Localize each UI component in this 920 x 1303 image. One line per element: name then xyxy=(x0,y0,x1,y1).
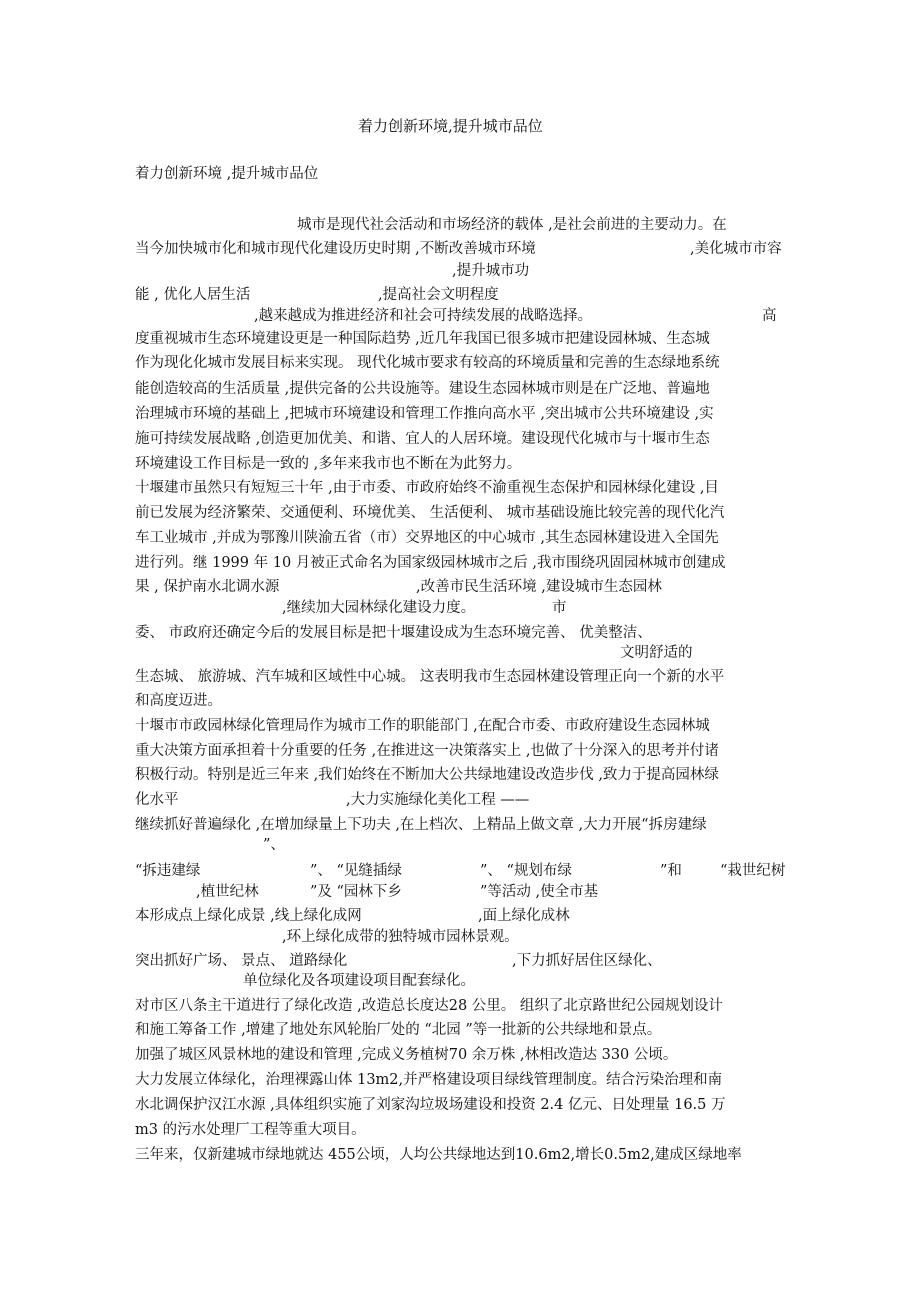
text-line: 重大决策方面承担着十分重要的任务 ,在推进这一决策落实上 ,也做了十分深入的思考并付诸 xyxy=(135,743,719,759)
text-line: ”等活动 ,使全市基 xyxy=(480,884,599,900)
text-line: 城市是现代社会活动和市场经济的载体 ,是社会前进的主要动力。在 xyxy=(297,217,727,233)
text-line: 本形成点上绿化成景 ,线上绿化成网 xyxy=(135,908,362,924)
text-line: 水北调保护汉江水源 ,具体组织实施了刘家沟垃圾场建设和投资 2.4 亿元、日处理量 16.5 万 xyxy=(135,1097,726,1113)
text-line: 进行列。继 1999 年 10 月被正式命名为国家级园林城市之后 ,我市围绕巩固园林城市创建成 xyxy=(135,555,726,571)
text-line: ,大力实施绿化美化工程 —— xyxy=(346,792,530,808)
text-line: 和施工筹备工作 ,增建了地处东风轮胎厂处的 “北园 ”等一批新的公共绿地和景点。 xyxy=(135,1022,662,1038)
text-line: 前已发展为经济繁荣、交通便利、环境优美、 生活便利、 城市基础设施比较完善的现代化汽 xyxy=(135,505,725,521)
text-line: 作为现化化城市发展目标来实现。 现代化城市要求有较高的环境质量和完善的生态绿地系统 xyxy=(135,355,720,371)
text-line: ,继续加大园林绿化建设力度。 xyxy=(282,600,476,616)
text-line: ”及 “园林下乡 xyxy=(310,884,402,900)
text-line: ”、 xyxy=(263,837,285,853)
text-line: ,环上绿化成带的独特城市园林景观。 xyxy=(282,929,519,945)
text-line: 单位绿化及各项建设项目配套绿化。 xyxy=(243,973,475,989)
text-line: 市 xyxy=(552,600,567,616)
text-line: 能 , 优化人居生活 xyxy=(135,287,251,303)
text-line: 继续抓好普遍绿化 ,在增加绿量上下功夫 ,在上档次、上精品上做文章 ,大力开展“拆房建绿 xyxy=(135,817,707,833)
text-line: 加强了城区风景林地的建设和管理 ,完成义务植树70 余万株 ,林相改造达 330 公顷。 xyxy=(135,1047,678,1063)
text-line: ”和 xyxy=(660,863,682,879)
text-line: ,改善市民生活环境 ,建设城市生态园林 xyxy=(416,579,662,595)
text-line: 和高度迈进。 xyxy=(135,693,222,709)
text-line: “拆违建绿 xyxy=(135,863,201,879)
text-line: ,面上绿化成林 xyxy=(478,908,570,924)
text-line: 对市区八条主干道进行了绿化改造 ,改造总长度达28 公里。 组织了北京路世纪公园规划设计 xyxy=(135,998,723,1014)
text-line: 高 xyxy=(762,308,777,324)
text-line: 委、 市政府还确定今后的发展目标是把十堰建设成为生态环境完善、 优美整洁、 xyxy=(135,625,652,641)
text-line: m3 的污水处理厂工程等重大项目。 xyxy=(135,1122,366,1138)
text-line: 治理城市环境的基础上 ,把城市环境建设和管理工作推向高水平 ,突出城市公共环境建设 ,实 xyxy=(135,406,714,422)
text-line: 果 , 保护南水北调水源 xyxy=(135,579,280,595)
text-line: ,下力抓好居住区绿化、 xyxy=(512,953,662,969)
text-line: 环境建设工作目标是一致的 ,多年来我市也不断在为此努力。 xyxy=(135,456,522,472)
text-line: 车工业城市 ,并成为鄂豫川陕渝五省（市）交界地区的中心城市 ,其生态园林建设进入全国先 xyxy=(135,530,719,546)
text-line: 三年来，仅新建城市绿地就达 455公顷，人均公共绿地达到10.6m2,增长0.5m2,建成区绿地率 xyxy=(135,1147,742,1163)
text-line: ,美化城市市容 xyxy=(690,241,782,257)
text-line: 文明舒适的 xyxy=(620,645,693,661)
text-line: ,植世纪林 xyxy=(196,884,259,900)
text-line: ,提升城市功 xyxy=(452,263,530,279)
document-title: 着力创新环境,提升城市品位 xyxy=(358,117,543,135)
text-line: 能创造较高的生活质量 ,提供完备的公共设施等。建设生态园林城市则是在广泛地、普遍地 xyxy=(135,381,710,397)
text-line: 化水平 xyxy=(135,792,179,808)
text-line: “栽世纪树 xyxy=(720,863,786,879)
text-line: 生态城、 旅游城、汽车城和区域性中心城。 这表明我市生态园林建设管理正向一个新的水平 xyxy=(135,669,725,685)
text-line: ”、 “规划布绿 xyxy=(480,863,572,879)
text-line: ,提高社会文明程度 xyxy=(378,287,499,303)
text-line: ,越来越成为推进经济和社会可持续发展的战略选择。 xyxy=(254,308,593,324)
text-line: 大力发展立体绿化，治理裸露山体 13m2,并严格建设项目绿线管理制度。结合污染治理和南 xyxy=(135,1072,723,1088)
document-subtitle: 着力创新环境 ,提升城市品位 xyxy=(135,166,319,182)
text-line: ”、 “见缝插绿 xyxy=(310,863,402,879)
text-line: 十堰建市虽然只有短短三十年 ,由于市委、市政府始终不渝重视生态保护和园林绿化建设 ,目 xyxy=(135,480,719,496)
text-line: 十堰市市政园林绿化管理局作为城市工作的职能部门 ,在配合市委、市政府建设生态园林城 xyxy=(135,718,710,734)
text-line: 积极行动。特别是近三年来 ,我们始终在不断加大公共绿地建设改造步伐 ,致力于提高园林绿 xyxy=(135,767,719,783)
text-line: 施可持续发展战略 ,创造更加优美、和谐、宜人的人居环境。建设现代化城市与十堰市生态 xyxy=(135,431,710,447)
text-line: 当今加快城市化和城市现代化建设历史时期 ,不断改善城市环境 xyxy=(135,241,536,257)
text-line: 突出抓好广场、 景点、 道路绿化 xyxy=(135,953,348,969)
text-line: 度重视城市生态环境建设更是一种国际趋势 ,近几年我国已很多城市把建设园林城、生态城 xyxy=(135,331,710,347)
